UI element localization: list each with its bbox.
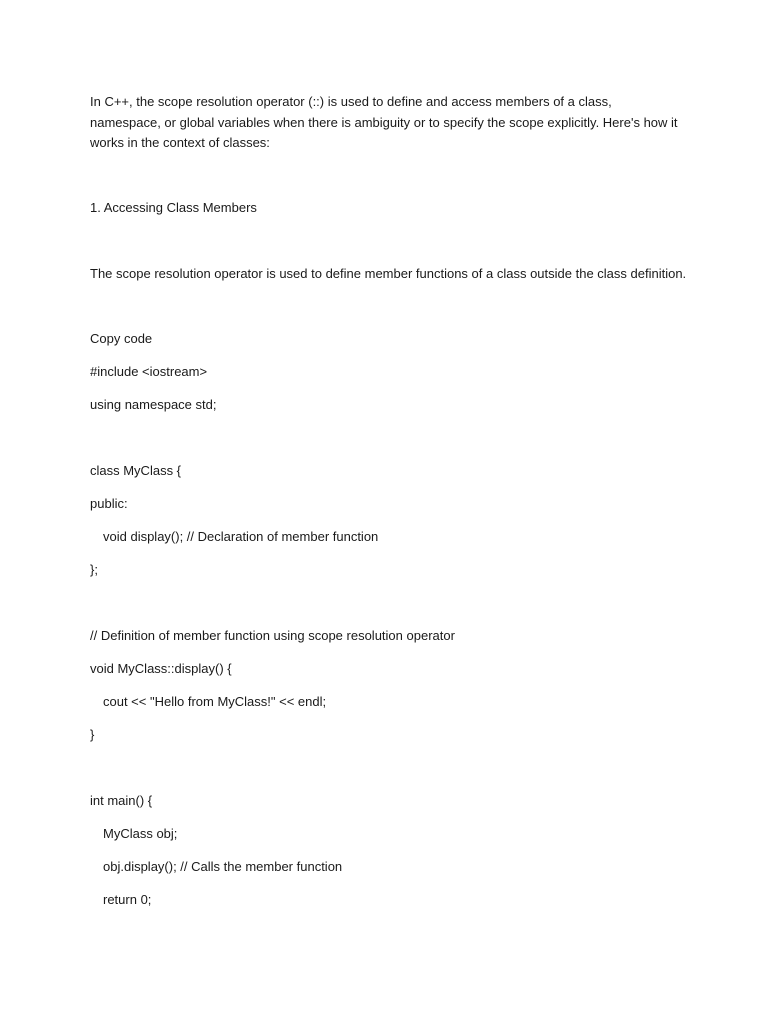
code-line: #include <iostream>	[90, 364, 208, 379]
section-text: The scope resolution operator is used to define member functions of a class outside the class definition.	[90, 266, 687, 281]
section-heading: 1. Accessing Class Members	[90, 200, 257, 215]
code-line: void MyClass::display() {	[90, 661, 232, 676]
code-line: int main() {	[90, 793, 153, 808]
code-line: MyClass obj;	[103, 826, 178, 841]
intro-paragraph: In C++, the scope resolution operator (::) is used to define and access members of a class, namespace, or global variables when there is ambiguity or to specify the scope explicitly. Here's how it works in the context of classes:	[90, 94, 678, 150]
code-line: cout << "Hello from MyClass!" << endl;	[103, 694, 327, 709]
code-line: class MyClass {	[90, 463, 182, 478]
code-line: return 0;	[103, 892, 152, 907]
copy-code-label: Copy code	[90, 331, 153, 346]
code-line: }	[90, 727, 95, 742]
code-line: using namespace std;	[90, 397, 217, 412]
code-line: obj.display(); // Calls the member function	[103, 859, 343, 874]
code-line: void display(); // Declaration of member function	[103, 529, 379, 544]
code-line: // Definition of member function using scope resolution operator	[90, 628, 455, 643]
code-line: };	[90, 562, 98, 577]
code-line: public:	[90, 496, 128, 511]
